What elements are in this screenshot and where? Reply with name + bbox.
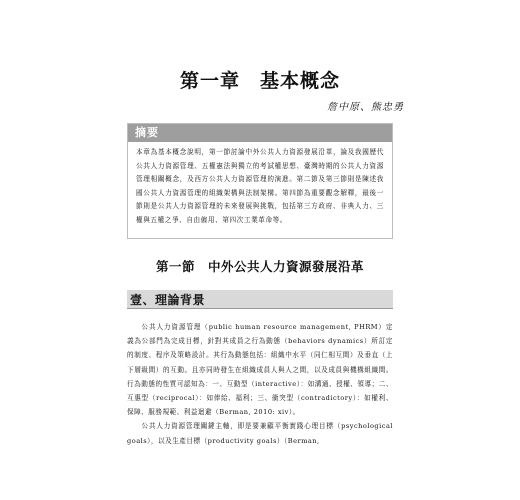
subsection-header-bar [127,290,393,309]
body-paragraph: 公共人力資源管理（public human resource management, PHRM）定義為公部門為完成目標，針對其成員之行為動態（behaviors dynamics）所訂定的制度、程序及策略設計。其行為動態包括：組織中水平（同仁相互間）及垂直（上下層級間）的互動。且亦同時發生在組織成員人與人之間，以及成員與機構組織間。行為動態的性質可認知為：一、互動型（interactive）：如溝通、授權、領導；二、互惠型（reciprocal）：如俸給、福利；三、衝突型（contradictory）：如權利、保障、服務規範、利益迴避（Berman, 2010: xiv）。 [127,323,393,417]
section-title: 第一節 中外公共人力資源發展沿革 [155,259,364,274]
body-text [127,320,393,448]
subsection-title: 壹、理論背景 [130,293,206,307]
abstract-box [127,123,393,239]
abstract-text: 本章為基本概念說明，第一節討論中外公共人力資源發展沿革，論及我國歷代公共人力資源管理、五權憲法與獨立的考試權思想、臺灣時期的公共人力資源管理相關概念，及西方公共人力資源管理的演進。第二節及第三節則是陳述我國公共人力資源管理的組織架構與法制架構。第四節為重要觀念解釋，最後一節則是公共人力資源管理的未來發展與挑戰，包括第三方政府、非典人力、三權與五權之爭、自由僱用、第四次工業革命等。 [136,148,384,224]
abstract-heading: 摘要 [128,124,392,142]
body-paragraph: 公共人力資源管理關鍵主軸，即是要兼顧平衡實踐心理目標（psychological goals），以及生產目標（productivity goals）（Berman, [127,422,393,445]
chapter-title: 第一章 基本概念 [179,70,340,92]
chapter-authors: 詹中原、熊忠勇 [327,102,404,113]
